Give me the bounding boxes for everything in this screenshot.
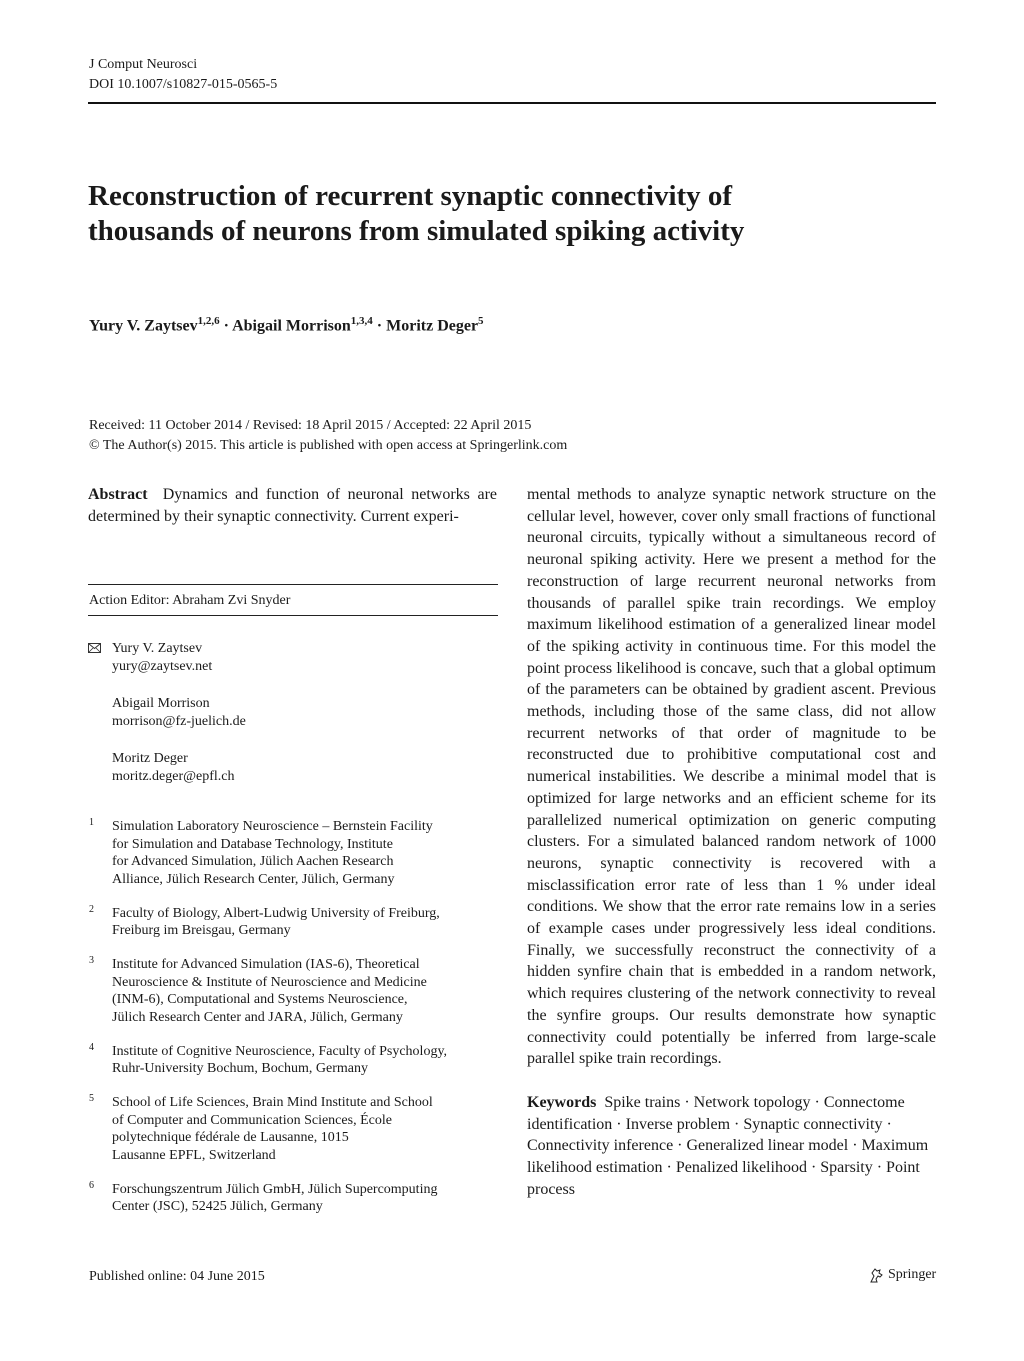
action-editor-box [88, 584, 498, 616]
affiliation-line: Jülich Research Center and JARA, Jülich, Germany [112, 1009, 403, 1025]
contact-entry [88, 695, 497, 731]
received-revised-accepted: Received: 11 October 2014 / Revised: 18 April 2015 / Accepted: 22 April 2015 [89, 418, 532, 433]
affiliation-number: 2 [89, 903, 94, 915]
article-history [89, 416, 567, 456]
action-editor: Action Editor: Abraham Zvi Snyder [89, 593, 291, 608]
contact-name: Moritz Deger [112, 751, 188, 766]
affiliation-line: Simulation Laboratory Neuroscience – Bernstein Facility [112, 819, 433, 834]
affiliation [88, 956, 497, 1026]
affiliation-line: Institute of Cognitive Neuroscience, Faculty of Psychology, [112, 1043, 448, 1059]
abstract-heading: Abstract [88, 486, 148, 503]
published-online: Published online: 04 June 2015 [89, 1269, 265, 1284]
envelope-icon [88, 643, 101, 653]
affiliation-line: Faculty of Biology, Albert-Ludwig University of Freiburg, [112, 905, 440, 921]
author-name[interactable]: Moritz Deger [386, 317, 479, 335]
affiliation-line: for Advanced Simulation, Jülich Aachen Research [112, 854, 394, 869]
author-name[interactable]: Abigail Morrison [232, 317, 351, 335]
affiliation-line: Center (JSC), 52425 Jülich, Germany [112, 1199, 323, 1214]
contact-list [88, 640, 497, 805]
author-affil-marks: 5 [478, 315, 484, 327]
abstract-left-column [88, 484, 497, 527]
author-affil-marks: 1,2,6 [197, 315, 220, 327]
affiliation [88, 1094, 497, 1164]
contact-email[interactable]: yury@zaytsev.net [112, 659, 213, 674]
affiliation-line: Neuroscience & Institute of Neuroscience and Medicine [112, 974, 427, 990]
affiliation-number: 5 [89, 1093, 94, 1104]
affiliation-line: School of Life Sciences, Brain Mind Institute and School [112, 1095, 433, 1110]
author-separator: · [376, 317, 383, 335]
contact-entry [88, 750, 497, 786]
contact-email[interactable]: moritz.deger@epfl.ch [112, 769, 235, 784]
affiliation-line: polytechnique fédérale de Lausanne, 1015 [112, 1130, 349, 1145]
keywords-text: Spike trains · Network topology · Connectome identification · Inverse problem · Synaptic connectivity · Connectivity inference · Generalized linear model · Maximum likelihood estimation · Penalized likelihood · Sparsity · Point process [527, 1093, 929, 1198]
publisher-name: Springer [888, 1267, 937, 1282]
affiliation [88, 818, 497, 888]
contact-name: Yury V. Zaytsev [112, 641, 203, 656]
header-rule [88, 102, 936, 104]
contact-entry [88, 640, 497, 676]
author-list [89, 310, 484, 337]
journal-name: J Comput Neurosci [89, 57, 198, 72]
affiliation-number: 3 [89, 955, 94, 966]
affiliation-line: for Simulation and Database Technology, Institute [112, 836, 393, 852]
affiliation-line: Lausanne EPFL, Switzerland [112, 1147, 276, 1163]
affiliation-number: 6 [89, 1179, 94, 1191]
keywords-block [527, 1092, 936, 1201]
author-name[interactable]: Yury V. Zaytsev [89, 317, 198, 335]
springer-horse-icon [868, 1267, 885, 1284]
copyright-line: © The Author(s) 2015. This article is published with open access at Springerlink.com [89, 438, 568, 453]
affiliation-line: of Computer and Communication Sciences, École [112, 1112, 392, 1128]
abstract-start [88, 484, 497, 527]
affiliation-line: Ruhr-University Bochum, Bochum, Germany [112, 1061, 368, 1076]
affiliation-number: 1 [89, 817, 94, 828]
author-affil-marks: 1,3,4 [350, 315, 373, 327]
springer-logo [868, 1265, 936, 1285]
affiliation-line: Alliance, Jülich Research Center, Jülich, Germany [112, 871, 395, 887]
affiliation [88, 905, 497, 940]
contact-name: Abigail Morrison [112, 696, 210, 711]
affiliation-line: (INM-6), Computational and Systems Neuroscience, [112, 992, 408, 1007]
article-title: Reconstruction of recurrent synaptic connectivity of thousands of neurons from simulated spiking activity [88, 180, 745, 247]
affiliation-line: Forschungszentrum Jülich GmbH, Jülich Supercomputing [112, 1181, 438, 1197]
author-separator: · [223, 317, 229, 335]
contact-email[interactable]: morrison@fz-juelich.de [112, 714, 246, 729]
affiliation-line: Freiburg im Breisgau, Germany [112, 923, 291, 938]
affiliation [88, 1181, 497, 1216]
keywords-heading: Keywords [527, 1093, 597, 1111]
doi[interactable]: DOI 10.1007/s10827-015-0565-5 [89, 77, 278, 92]
affiliation-line: Institute for Advanced Simulation (IAS-6), Theoretical [112, 957, 420, 972]
journal-header [89, 55, 277, 95]
affiliation-number: 4 [89, 1041, 94, 1053]
abstract-text-start: Dynamics and function of neuronal networks are determined by their synaptic connectivity. Current experi- [88, 486, 497, 525]
abstract-text-continued: mental methods to analyze synaptic network structure on the cellular level, however, cover only small fractions of functional neuronal circuits, typically without a simultaneous record of neuronal spiking activity. Here we present a method for the reconstruction of large recurrent neuronal networks from thousands of parallel spike train recordings. We employ maximum likelihood estimation of a generalized linear model of the spiking activity in continuous time. For this model the point process likelihood is concave, such that a global optimum of the parameters can be obtained by gradient ascent. Previous methods, including those of the same class, did not allow recurrent networks of that order of magnitude to be reconstructed due to prohibitive computational cost and numerical instabilities. We describe a minimal model that is optimized for large networks and an efficient scheme for its parallelized numerical optimization on generic computing clusters. For a simulated balanced random network of 1000 neurons, synaptic connectivity is recovered with a misclassification error rate of less than 1 % under ideal conditions. We show that the error rate remains low in a series of example cases under progressively less ideal conditions. Finally, we successfully reconstruct the connectivity of a hidden synfire chain that is embedded in a random network, which requires clustering of the network connectivity to reveal the synfire groups. Our results demonstrate how synaptic connectivity could potentially be inferred from large-scale parallel spike train recordings. [527, 486, 936, 1068]
abstract-right-column [527, 484, 936, 1201]
affiliation [88, 1043, 497, 1078]
affiliation-list [88, 818, 497, 1232]
